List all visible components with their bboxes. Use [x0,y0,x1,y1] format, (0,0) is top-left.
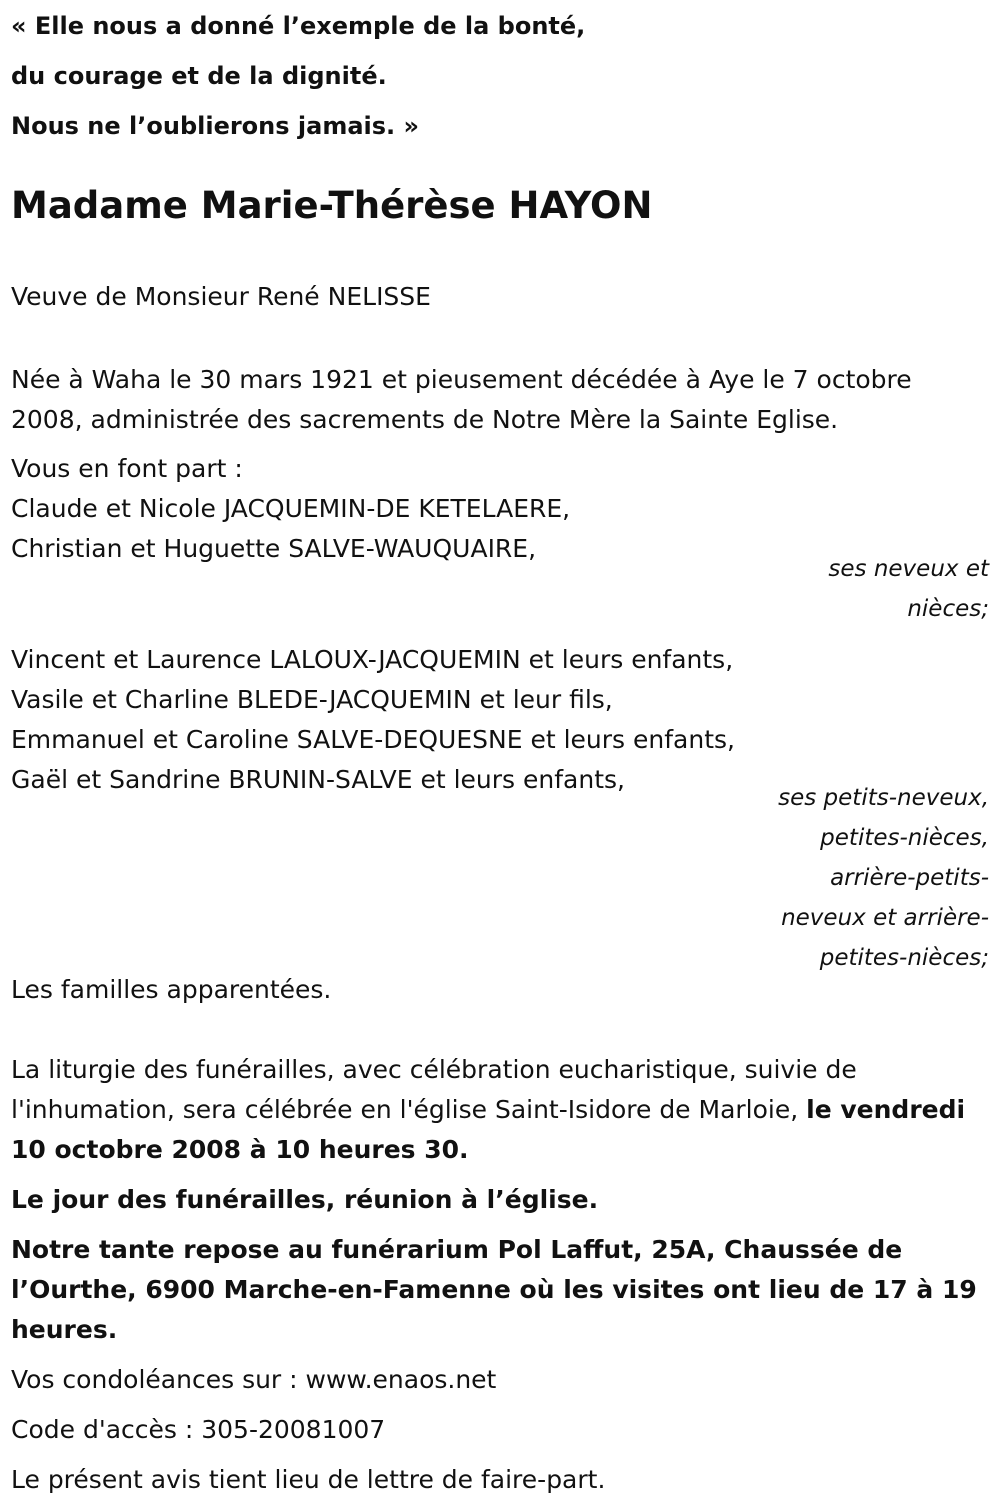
birth-death-text: Née à Waha le 30 mars 1921 et pieusement décédée à Aye le 7 octobre 2008, administrée des sacrements de Notre Mère la Sainte Eglise. [11,365,912,434]
grand-nephew-line: Vasile et Charline BLEDE-JACQUEMIN et leur fils, [11,685,613,714]
liturgy-date: le vendredi 10 octobre 2008 à 10 heures 30. [11,1095,966,1164]
memorial-quote [11,1,991,151]
widow-of: Veuve de Monsieur René NELISSE [11,282,431,311]
related-families: Les familles apparentées. [11,975,332,1004]
grand-nephews-section [11,640,991,800]
grand-nephew-line: Emmanuel et Caroline SALVE-DEQUESNE et leurs enfants, [11,725,735,754]
funeral-meeting: Le jour des funérailles, réunion à l’église. [11,1185,599,1214]
access-code: Code d'accès : 305-20081007 [11,1415,386,1444]
grand-nephew-line: Vincent et Laurence LALOUX-JACQUEMIN et leurs enfants, [11,645,734,674]
condolences-info: Vos condoléances sur : www.enaos.net [11,1365,497,1394]
grand-nephews-role: ses petits-neveux, petites-nièces, arrière-petits-neveux et arrière-petites-nièces; [778,785,989,971]
announcement-intro: Vous en font part : [11,454,243,483]
grand-nephew-line: Gaël et Sandrine BRUNIN-SALVE et leurs enfants, [11,765,625,794]
obituary-notice [11,0,991,1500]
quote-line-1: « Elle nous a donné l’exemple de la bonté, [11,12,586,40]
nephews-role: ses neveux et nièces; [828,556,989,622]
liturgy-paragraph [11,1050,991,1170]
deceased-name: Madame Marie-Thérèse HAYON [11,184,653,227]
faire-part-notice: Le présent avis tient lieu de lettre de faire-part. [11,1465,606,1494]
nephew-line: Claude et Nicole JACQUEMIN-DE KETELAERE, [11,494,571,523]
nephew-line: Christian et Huguette SALVE-WAUQUAIRE, [11,534,537,563]
funerarium-info: Notre tante repose au funérarium Pol Laffut, 25A, Chaussée de l’Ourthe, 6900 Marche-en-Famenne où les visites ont lieu de 17 à 19 heures. [11,1235,977,1344]
quote-line-2: du courage et de la dignité. [11,62,387,90]
quote-line-3: Nous ne l’oublierons jamais. » [11,112,420,140]
liturgy-text: La liturgie des funérailles, avec célébration eucharistique, suivie de l'inhumation, sera célébrée en l'église Saint-Isidore de Marloie, [11,1055,857,1124]
